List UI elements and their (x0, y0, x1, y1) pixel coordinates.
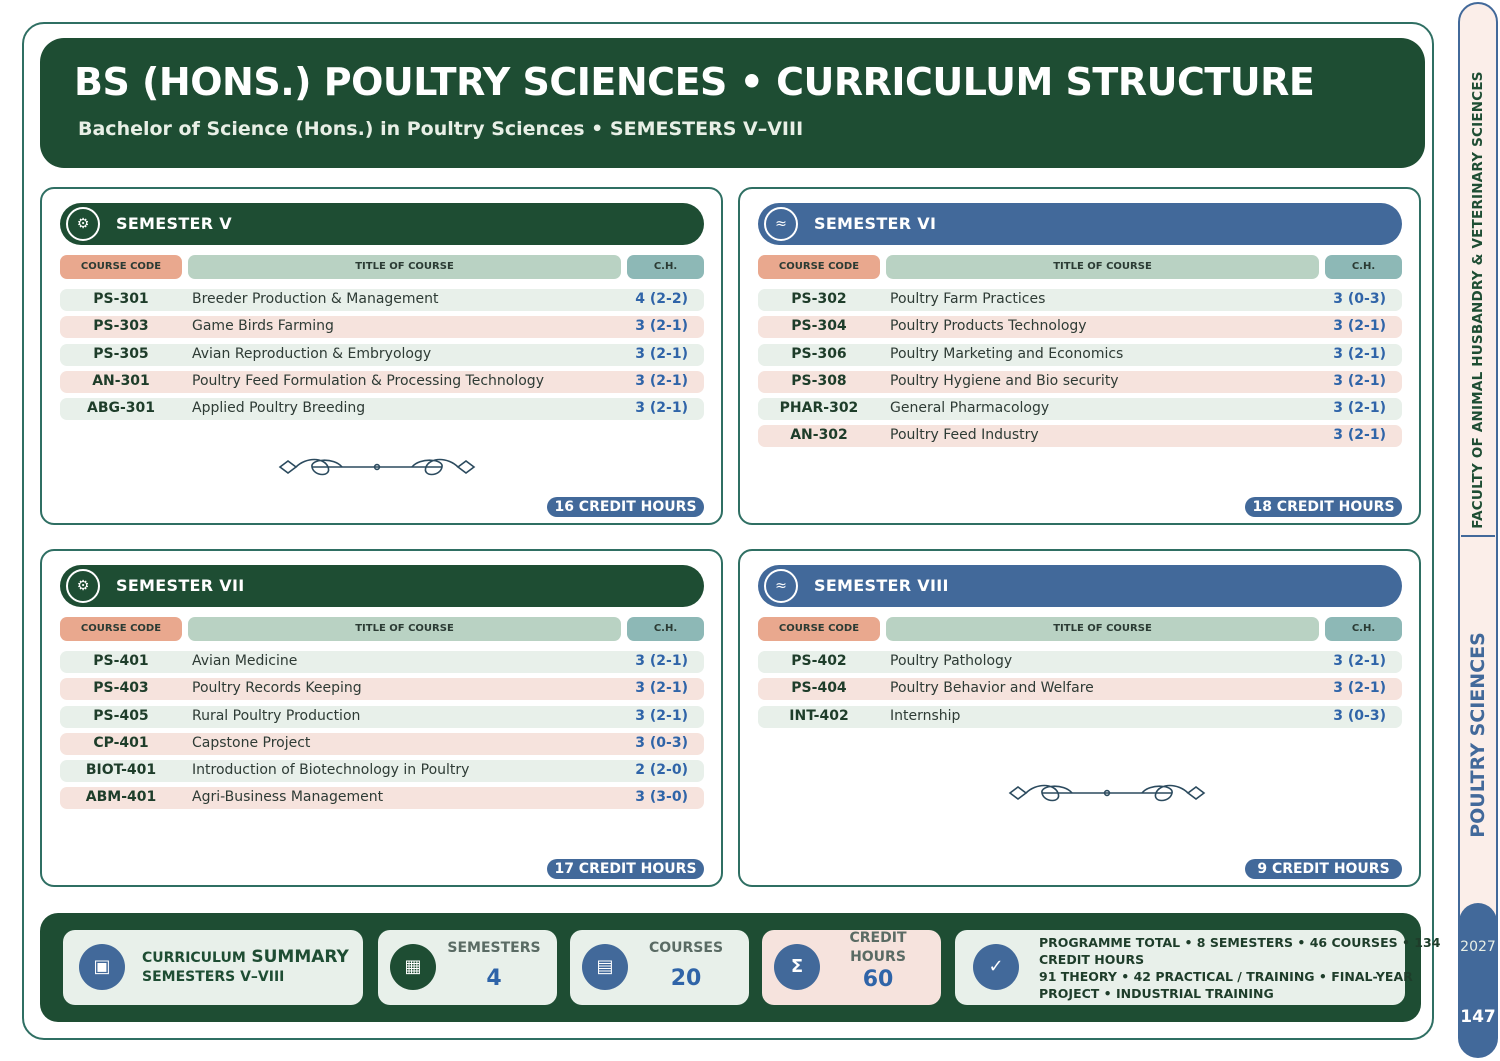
table-row (60, 678, 704, 700)
ornament-divider-icon (1002, 779, 1212, 807)
sigma-icon: Σ (774, 944, 820, 990)
course-code: PS-305 (93, 345, 149, 362)
table-row (60, 651, 704, 673)
course-credit: 2 (2-0) (635, 762, 688, 779)
credit-hours-badge: 16 CREDIT HOURS (547, 497, 704, 517)
course-credit: 3 (3-0) (635, 789, 688, 806)
course-title: Introduction of Biotechnology in Poultry (192, 762, 470, 779)
semester-header (758, 565, 1402, 607)
table-row (60, 316, 704, 338)
ornament-divider-icon (272, 453, 482, 481)
table-row (60, 706, 704, 728)
course-credit: 3 (2-1) (635, 372, 688, 389)
course-title: Agri-Business Management (192, 789, 384, 806)
table-row (60, 733, 704, 755)
table-row (60, 289, 704, 311)
table-row (60, 371, 704, 393)
course-code: PS-308 (791, 372, 847, 389)
course-credit: 4 (2-2) (635, 291, 688, 307)
course-code: CP-401 (93, 734, 149, 751)
column-header-code: COURSE CODE (60, 255, 182, 279)
page-number: 147 (1460, 1007, 1496, 1027)
grid-icon: ▦ (390, 944, 436, 990)
course-title: Applied Poultry Breeding (192, 400, 366, 417)
semester-title: SEMESTER V (116, 214, 232, 233)
table-row (758, 289, 1402, 311)
semester-card (738, 549, 1421, 887)
table-row (758, 371, 1402, 393)
course-title: General Pharmacology (890, 400, 1050, 417)
column-header-code: COURSE CODE (758, 617, 880, 641)
course-title: Avian Reproduction & Embryology (192, 345, 432, 362)
page-header (40, 38, 1425, 168)
semester-card (40, 187, 723, 525)
course-title: Poultry Records Keeping (192, 680, 362, 697)
credit-label-1: CREDIT (849, 930, 907, 946)
course-code: PS-401 (93, 653, 149, 669)
table-row (758, 344, 1402, 366)
course-title: Poultry Products Technology (890, 318, 1087, 335)
document-icon: ▤ (582, 944, 628, 990)
course-credit: 3 (2-1) (635, 400, 688, 417)
course-credit: 3 (2-1) (1333, 318, 1386, 335)
credit-hours-badge: 9 CREDIT HOURS (1245, 859, 1402, 879)
semester-title: SEMESTER VI (814, 214, 937, 233)
summary-programme-box (955, 930, 1441, 1005)
gear-icon: ⚙ (66, 569, 100, 603)
course-table (758, 651, 1402, 733)
table-row (758, 398, 1402, 420)
course-code: PS-306 (791, 345, 847, 362)
course-credit: 3 (2-1) (635, 680, 688, 697)
rail-footer (1459, 903, 1497, 1057)
course-title: Rural Poultry Production (192, 707, 361, 724)
column-header-ch: C.H. (1325, 617, 1402, 641)
rail-divider (1461, 535, 1495, 537)
credit-hours-badge: 17 CREDIT HOURS (547, 859, 704, 879)
semester-title: SEMESTER VII (116, 576, 245, 595)
course-credit: 3 (2-1) (635, 653, 688, 669)
course-credit: 3 (2-1) (635, 707, 688, 724)
programme-line-3: 91 THEORY • 42 PRACTICAL / TRAINING • FINAL-YEAR (1039, 969, 1413, 984)
column-header-title: TITLE OF COURSE (886, 255, 1319, 279)
course-credit: 3 (2-1) (1333, 345, 1386, 362)
course-title: Poultry Pathology (890, 653, 1013, 669)
summary-semesters-box (378, 930, 557, 1005)
wave-icon: ≈ (764, 569, 798, 603)
semester-header (60, 565, 704, 607)
course-title: Poultry Feed Industry (890, 427, 1039, 444)
table-row (60, 398, 704, 420)
course-title: Breeder Production & Management (192, 291, 439, 307)
summary-courses-box (570, 930, 749, 1005)
check-icon: ✓ (973, 944, 1019, 990)
summary-heading-sub: SEMESTERS V–VIII (142, 969, 285, 985)
programme-line-4: PROJECT • INDUSTRIAL TRAINING (1039, 986, 1274, 1001)
course-table (60, 289, 704, 425)
course-code: ABG-301 (86, 400, 156, 417)
table-row (758, 425, 1402, 447)
course-code: PS-405 (93, 707, 149, 724)
semester-title: SEMESTER VIII (814, 576, 949, 595)
course-title: Poultry Marketing and Economics (890, 345, 1124, 362)
table-row (758, 316, 1402, 338)
credit-label-2: HOURS (850, 949, 906, 965)
course-code: ABM-401 (85, 789, 157, 806)
course-credit: 3 (0-3) (635, 734, 688, 751)
column-header-title: TITLE OF COURSE (886, 617, 1319, 641)
semester-card (738, 187, 1421, 525)
course-code: AN-301 (92, 372, 150, 389)
course-credit: 3 (0-3) (1333, 707, 1386, 724)
table-row (60, 787, 704, 809)
column-header-code: COURSE CODE (60, 617, 182, 641)
semesters-label: SEMESTERS (447, 940, 541, 956)
page-subtitle: Bachelor of Science (Hons.) in Poultry Sciences • SEMESTERS V–VIII (78, 118, 804, 140)
courses-label: COURSES (648, 940, 724, 956)
course-title: Avian Medicine (192, 653, 298, 669)
course-credit: 3 (2-1) (635, 318, 688, 335)
course-credit: 3 (2-1) (1333, 400, 1386, 417)
course-table (60, 651, 704, 815)
table-row (60, 760, 704, 782)
semester-card (40, 549, 723, 887)
semesters-value: 4 (486, 966, 502, 991)
course-title: Poultry Hygiene and Bio security (890, 372, 1119, 389)
summary-heading-b: SUMMARY (251, 947, 349, 967)
semester-header (60, 203, 704, 245)
credit-value: 60 (862, 967, 894, 992)
course-credit: 3 (0-3) (1333, 291, 1386, 307)
course-credit: 3 (2-1) (1333, 427, 1386, 444)
course-credit: 3 (2-1) (1333, 680, 1386, 697)
course-credit: 3 (2-1) (1333, 653, 1386, 669)
year-label: 2027 (1460, 939, 1496, 955)
course-code: BIOT-401 (85, 762, 157, 779)
course-table (758, 289, 1402, 453)
course-title: Game Birds Farming (192, 318, 334, 335)
course-credit: 3 (2-1) (1333, 372, 1386, 389)
page-title: BS (HONS.) POULTRY SCIENCES • CURRICULUM STRUCTURE (74, 60, 1315, 104)
page-frame (22, 22, 1434, 1040)
summary-bar (40, 913, 1441, 1022)
course-code: PS-304 (791, 318, 847, 335)
course-title: Internship (890, 707, 961, 724)
programme-line-2: CREDIT HOURS (1039, 952, 1145, 967)
column-header-code: COURSE CODE (758, 255, 880, 279)
credit-hours-badge: 18 CREDIT HOURS (1245, 497, 1402, 517)
course-code: INT-402 (789, 707, 849, 724)
table-row (60, 344, 704, 366)
summary-credit-box (762, 930, 941, 1005)
square-icon: ▣ (79, 944, 125, 990)
course-code: PS-402 (791, 653, 847, 669)
programme-line-1: PROGRAMME TOTAL • 8 SEMESTERS • 46 COURSES • 134 (1039, 935, 1441, 950)
course-code: PS-302 (791, 291, 847, 307)
faculty-name: FACULTY OF ANIMAL HUSBANDRY & VETERINARY SCIENCES (1470, 71, 1486, 529)
summary-heading-a: CURRICULUM (142, 950, 246, 966)
course-title: Capstone Project (192, 734, 311, 751)
course-credit: 3 (2-1) (635, 345, 688, 362)
column-header-ch: C.H. (627, 617, 704, 641)
table-row (758, 678, 1402, 700)
table-row (758, 706, 1402, 728)
course-code: AN-302 (790, 427, 848, 444)
wave-icon: ≈ (764, 207, 798, 241)
department-name: POULTRY SCIENCES (1467, 632, 1489, 838)
course-title: Poultry Behavior and Welfare (890, 680, 1094, 697)
course-title: Poultry Feed Formulation & Processing Technology (192, 372, 544, 389)
column-header-title: TITLE OF COURSE (188, 617, 621, 641)
course-code: PS-303 (93, 318, 149, 335)
column-header-title: TITLE OF COURSE (188, 255, 621, 279)
course-title: Poultry Farm Practices (890, 291, 1046, 307)
summary-heading-box (63, 930, 363, 1005)
course-code: PS-301 (93, 291, 149, 307)
table-row (758, 651, 1402, 673)
course-code: PS-403 (93, 680, 149, 697)
summary-heading (142, 947, 349, 967)
column-header-ch: C.H. (1325, 255, 1402, 279)
course-code: PS-404 (791, 680, 847, 697)
column-header-ch: C.H. (627, 255, 704, 279)
courses-value: 20 (670, 966, 702, 991)
course-code: PHAR-302 (779, 400, 859, 417)
semester-header (758, 203, 1402, 245)
programme-total (1039, 934, 1440, 1002)
gear-icon: ⚙ (66, 207, 100, 241)
